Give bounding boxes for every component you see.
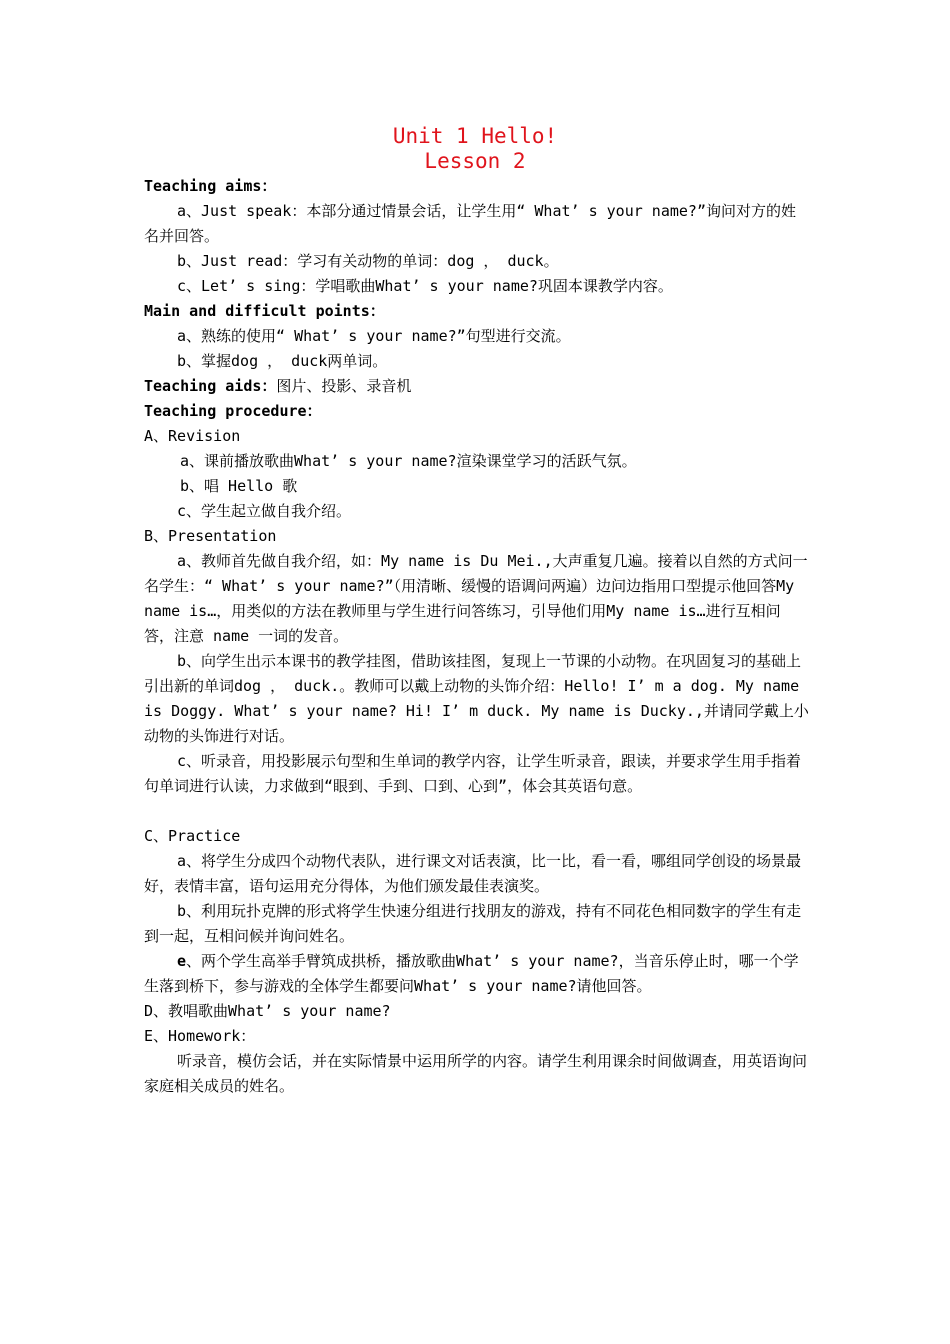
- revision-c: c、学生起立做自我介绍。: [177, 502, 352, 520]
- lesson-title: Lesson 2: [424, 149, 526, 173]
- procedure-heading: Teaching procedure：: [144, 402, 322, 420]
- practice-e-letter: e: [177, 952, 187, 970]
- teaching-aids-heading: Teaching aids：: [144, 377, 277, 395]
- revision-a: a、课前播放歌曲What’ s your name?渲染课堂学习的活跃气氛。: [180, 452, 637, 470]
- revision-b: b、唱 Hello 歌: [180, 477, 298, 495]
- practice-b: b、利用玩扑克牌的形式将学生快速分组进行找朋友的游戏，持有不同花色相同数字的学生有走到一起，互相问候并询问姓名。: [144, 902, 802, 945]
- practice-heading: C、Practice: [144, 827, 241, 845]
- main-points-heading: Main and difficult points：: [144, 302, 385, 320]
- practice-a: a、将学生分成四个动物代表队，进行课文对话表演，比一比，看一看，哪组同学创设的场景最好，表情丰富，语句运用充分得体，为他们颁发最佳表演奖。: [144, 852, 802, 895]
- main-point-a: a、熟练的使用“ What’ s your name?”句型进行交流。: [177, 327, 571, 345]
- presentation-c: c、听录音，用投影展示句型和生单词的教学内容，让学生听录音，跟读，并要求学生用手指着句单词进行认读，力求做到“眼到、手到、口到、心到”，体会其英语句意。: [144, 752, 802, 795]
- teaching-aim-c: c、Let’ s sing：学唱歌曲What’ s your name?巩固本课教学内容。: [177, 277, 673, 295]
- practice-e-text: 、两个学生高举手臂筑成拱桥，播放歌曲What’ s your name?，当音乐停止时，哪一个学生落到桥下，参与游戏的全体学生都要问What’ s your name?请他回答。: [144, 952, 799, 995]
- blank-line: [144, 799, 810, 824]
- presentation-a: a、教师首先做自我介绍，如：My name is Du Mei.,大声重复几遍。接着以自然的方式问一名学生：“ What’ s your name?”（用清晰、缓慢的语调问两遍）边问边指用口型提示他回答My name is…，用类似的方法在教师里与学生进行问答练习，引导他们用My name is…进行互相问答，注意 name 一词的发音。: [144, 552, 808, 645]
- document-body: [144, 174, 810, 1099]
- presentation-heading: B、Presentation: [144, 527, 277, 545]
- teaching-aim-b: b、Just read：学习有关动物的单词：dog ， duck。: [177, 252, 559, 270]
- homework-heading: E、Homework：: [144, 1027, 256, 1045]
- presentation-b: b、向学生出示本课书的教学挂图，借助该挂图，复现上一节课的小动物。在巩固复习的基础上引出新的单词dog ， duck.。教师可以戴上动物的头饰介绍：Hello! I’ m a dog. My name is Doggy. What’ s your name? Hi! I’ m duck. My name is Ducky.,并请同学戴上小动物的头饰进行对话。: [144, 652, 809, 745]
- unit-title: Unit 1 Hello!: [392, 124, 558, 148]
- practice-e: [144, 949, 810, 999]
- teaching-aim-a: a、Just speak：本部分通过情景会话，让学生用“ What’ s your name?”询问对方的姓名并回答。: [144, 202, 796, 245]
- teaching-aids-line: [144, 374, 810, 399]
- teaching-aids-text: 图片、投影、录音机: [276, 377, 412, 395]
- song-line: D、教唱歌曲What’ s your name?: [144, 1002, 391, 1020]
- teaching-aims-heading: Teaching aims：: [144, 177, 277, 195]
- homework-text: 听录音，模仿会话，并在实际情景中运用所学的内容。请学生利用课余时间做调查，用英语询问家庭相关成员的姓名。: [144, 1052, 808, 1095]
- main-point-b: b、掌握dog ， duck两单词。: [177, 352, 388, 370]
- revision-heading: A、Revision: [144, 427, 241, 445]
